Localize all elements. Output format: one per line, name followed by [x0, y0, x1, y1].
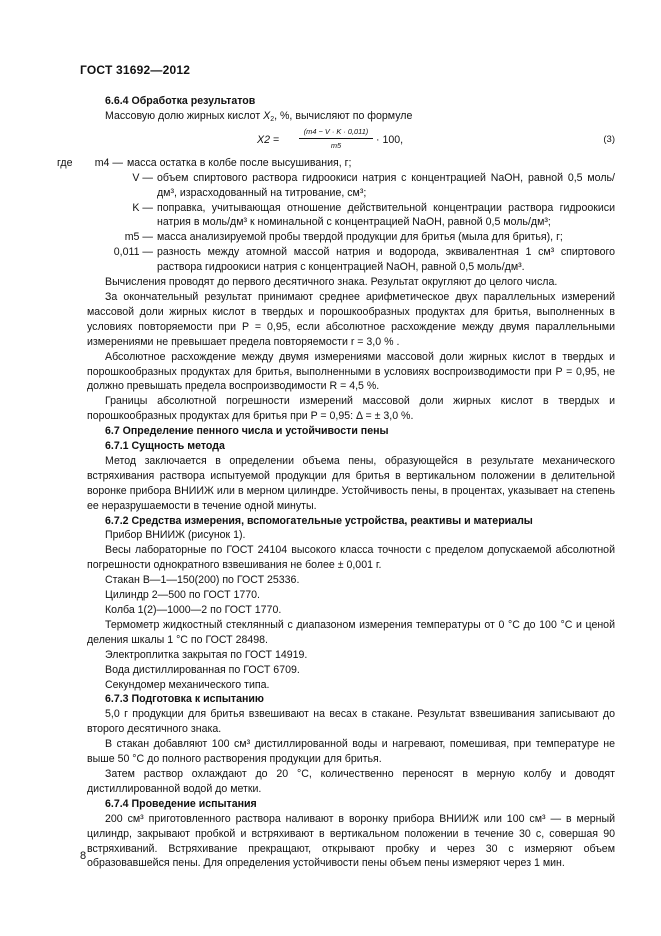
equipment-item: Секундомер механического типа. [105, 678, 270, 691]
equipment-item: Прибор ВНИИЖ (рисунок 1). [105, 529, 246, 542]
formula-intro [87, 109, 615, 124]
equipment-item: Вода дистиллированная по ГОСТ 6709. [105, 663, 300, 676]
formula-intro-suffix: , %, вычисляют по формуле [274, 109, 413, 122]
definition-text: разность между атомной массой натрия и водорода, эквивалентная 1 см³ спиртового раствора гидроокиси натрия с концентрацией NaOH, равной 0,5 моль/дм³. [157, 246, 615, 274]
definition-symbol: m5 — [124, 231, 153, 244]
section-heading-6-7-3: 6.7.3 Подготовка к испытанию [105, 693, 264, 706]
section-heading-6-7-2: 6.7.2 Средства измерения, вспомогательные устройства, реактивы и материалы [105, 514, 533, 527]
definition-row [87, 230, 615, 245]
formula-numerator: (m4 − V · K · 0,011) [303, 126, 369, 136]
definition-text: объем спиртового раствора гидроокиси натрия с концентрацией NaOH, равной 0,5 моль/дм³, израсходованный на титрование, см³; [157, 171, 615, 199]
formula-number: (3) [603, 133, 615, 145]
equipment-item: Цилиндр 2—500 по ГОСТ 1770. [105, 589, 261, 602]
formula-intro-text: Массовую долю жирных кислот [105, 109, 264, 122]
definition-row [87, 245, 615, 275]
definition-text: масса остатка в колбе после высушивания, г; [127, 156, 352, 169]
equipment-item: Колба 1(2)—1000—2 по ГОСТ 1770. [105, 604, 282, 616]
definition-row [87, 201, 615, 231]
paragraph-method-essence: Метод заключается в определении объема пены, образующейся в результате механического встряхивания раствора испытуемой продукции для бритья в вертикальном положении в делительной воронке прибора ВНИИЖ или в мерном цилиндре. Устойчивость пены, в процентах, указывает на степень ее неразрушаемости в течение одной минуты. [87, 454, 615, 512]
paragraph-final-result: За окончательный результат принимают среднее арифметическое двух параллельных измерений массовой доли жирных кислот в твердых и порошкообразных продуктах для бритья, выполненных в условиях повторяемости при P = 0,95, если абсолютное расхождение между двумя параллельными измерениями не превышает предела повторяемости r = 3,0 % . [87, 290, 615, 348]
definition-symbol: m4 — [94, 156, 123, 169]
section-heading-6-7-4: 6.7.4 Проведение испытания [105, 797, 257, 810]
definition-symbol: 0,011 — [113, 246, 153, 259]
equipment-item: Электроплитка закрытая по ГОСТ 14919. [105, 648, 308, 661]
section-heading-6-7: 6.7 Определение пенного числа и устойчивости пены [105, 425, 389, 438]
definition-row [57, 156, 615, 171]
formula-intro-subscript: 2 [270, 115, 275, 123]
equipment-item: Термометр жидкостный стеклянный с диапазоном измерения температуры от 0 °C до 100 °C и ценой деления шкалы 1 °C по ГОСТ 28498. [87, 618, 615, 646]
fraction-bar [299, 138, 373, 139]
formula-multiplier: · 100, [376, 133, 404, 146]
paragraph-error-bounds: Границы абсолютной погрешности измерений массовой доли жирных кислот в твердых и порошкообразных продуктах для бритья при P = 0,95: Δ = ± 3,0 %. [87, 395, 615, 423]
formula-lhs: X2 = [257, 133, 280, 146]
formula-denominator: m5 [330, 140, 342, 150]
definition-row [87, 171, 615, 201]
section-heading-6-7-1: 6.7.1 Сущность метода [105, 440, 225, 453]
document-body [57, 94, 615, 871]
paragraph-test-procedure: 200 см³ приготовленного раствора наливают в воронку прибора ВНИИЖ или 100 см³ — в мерный цилиндр, закрывают пробкой и встряхивают в вертикальном положении в течение 30 с, совершая 90 встряхиваний. Встряхивание прекращают, открывают пробку и через 30 с измеряют объем образовавшейся пены. Для определения устойчивости пены объем пены измеряют через 1 мин. [87, 812, 615, 870]
definition-symbol: V — [132, 171, 153, 184]
document-header: ГОСТ 31692—2012 [80, 63, 191, 77]
paragraph-calculation: Вычисления проводят до первого десятичного знака. Результат округляют до целого числа. [105, 276, 558, 289]
formula-fraction [299, 126, 373, 151]
preparation-step: Затем раствор охлаждают до 20 °C, количественно переносят в мерную колбу и доводят дистиллированной водой до метки. [87, 767, 615, 795]
section-heading-6-6-4: 6.6.4 Обработка результатов [105, 95, 256, 107]
equipment-item: Стакан В—1—150(200) по ГОСТ 25336. [105, 574, 300, 587]
equipment-item: Весы лабораторные по ГОСТ 24104 высокого класса точности с пределом допускаемой абсолютной погрешности однократного взвешивания не более ± 0,001 г. [87, 544, 615, 572]
definition-text: масса анализируемой пробы твердой продукции для бритья (мыла для бритья), г; [157, 231, 563, 244]
preparation-step: 5,0 г продукции для бритья взвешивают на весах в стакане. Результат взвешивания записывают до второго десятичного знака. [87, 708, 615, 736]
definition-symbol: K — [132, 201, 153, 214]
preparation-step: В стакан добавляют 100 см³ дистиллированной воды и нагревают, помешивая, при температуре не выше 50 °C до полного растворения продукции для бритья. [87, 738, 615, 766]
definition-text: поправка, учитывающая отношение действительной концентрации раствора гидроокиси натрия в моль/дм³ к номинальной с концентрацией NaOH, равной 0,5 моль/дм³; [157, 201, 615, 229]
where-label: где [57, 156, 73, 169]
page-number: 8 [80, 850, 87, 862]
variable-definitions [57, 156, 615, 275]
formula-3 [87, 124, 615, 156]
paragraph-absolute-difference: Абсолютное расхождение между двумя измерениями массовой доли жирных кислот в твердых и порошкообразных продуктах для бритья, выполненными в условиях воспроизводимости при P = 0,95, не должно превышать предела воспроизводимости R = 4,5 %. [87, 350, 615, 393]
formula-intro-variable: X [263, 109, 271, 122]
